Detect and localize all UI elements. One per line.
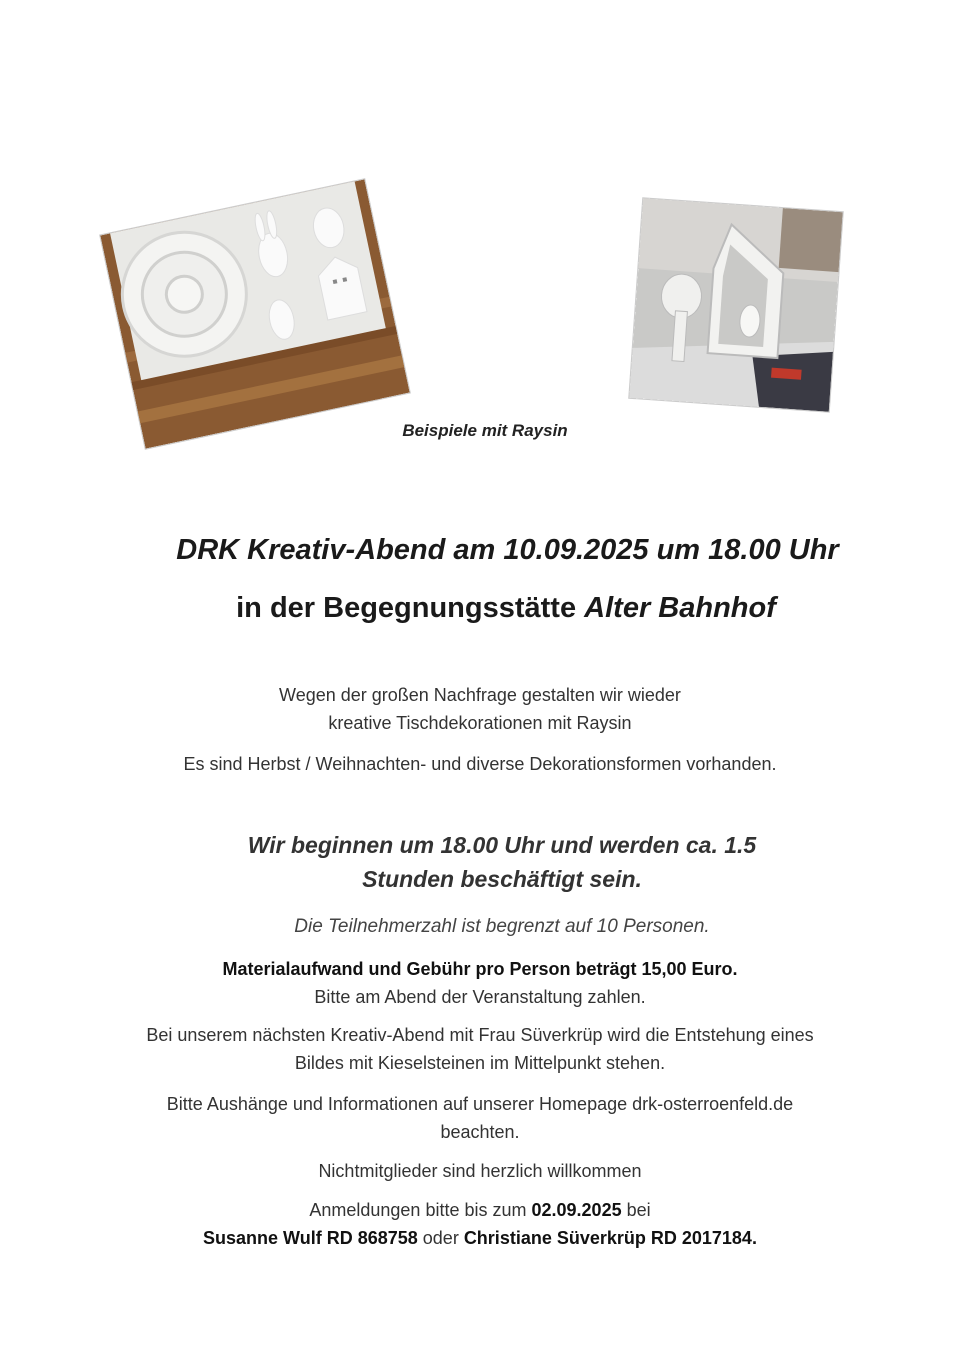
fee-line-2: Bitte am Abend der Veranstaltung zahlen. [314,987,646,1007]
intro-line-2: kreative Tischdekorationen mit Raysin [328,713,632,733]
start-line-1: Wir beginnen um 18.00 Uhr und werden ca. 1.5 [247,832,757,858]
registration-prefix: Anmeldungen bitte bis zum [309,1200,532,1220]
event-location [0,592,960,625]
intro-line-1: Wegen der großen Nachfrage gestalten wir wieder [279,685,681,705]
welcome-text: Nichtmitglieder sind herzlich willkommen [318,1161,642,1181]
registration-suffix: bei [621,1200,651,1220]
contact-1: Susanne Wulf RD 868758 [203,1228,418,1248]
image-caption: Beispiele mit Raysin [402,421,568,440]
event-title: DRK Kreativ-Abend am 10.09.2025 um 18.00 Uhr [176,534,839,566]
photo-raysin-plates [100,179,409,448]
next-event-line-2: Bildes mit Kieselsteinen im Mittelpunkt stehen. [294,1053,666,1073]
photo-raysin-house [629,198,842,411]
registration-date: 02.09.2025 [531,1200,622,1220]
participants-note: Die Teilnehmerzahl ist begrenzt auf 10 Personen. [294,916,710,937]
next-event-line-1: Bei unserem nächsten Kreativ-Abend mit Frau Süverkrüp wird die Entstehung eines [146,1025,814,1045]
contacts-line [0,1225,960,1252]
registration-line [0,1197,960,1224]
homepage-line-1: Bitte Aushänge und Informationen auf unserer Homepage drk-osterroenfeld.de [166,1094,794,1114]
homepage-line-2: beachten. [440,1122,520,1142]
contact-connector: oder [417,1228,464,1248]
start-line-2: Stunden beschäftigt sein. [362,866,642,892]
location-prefix: in der Begegnungsstätte [236,592,585,624]
fee-line-1 [0,956,960,983]
fee-amount-text: Materialaufwand und Gebühr pro Person beträgt 15,00 Euro. [222,959,738,979]
location-name: Alter Bahnhof [584,592,776,624]
contact-2: Christiane Süverkrüp RD 2017184. [463,1228,757,1248]
intro-line-3: Es sind Herbst / Weihnachten- und diverse Dekorationsformen vorhanden. [183,754,777,774]
